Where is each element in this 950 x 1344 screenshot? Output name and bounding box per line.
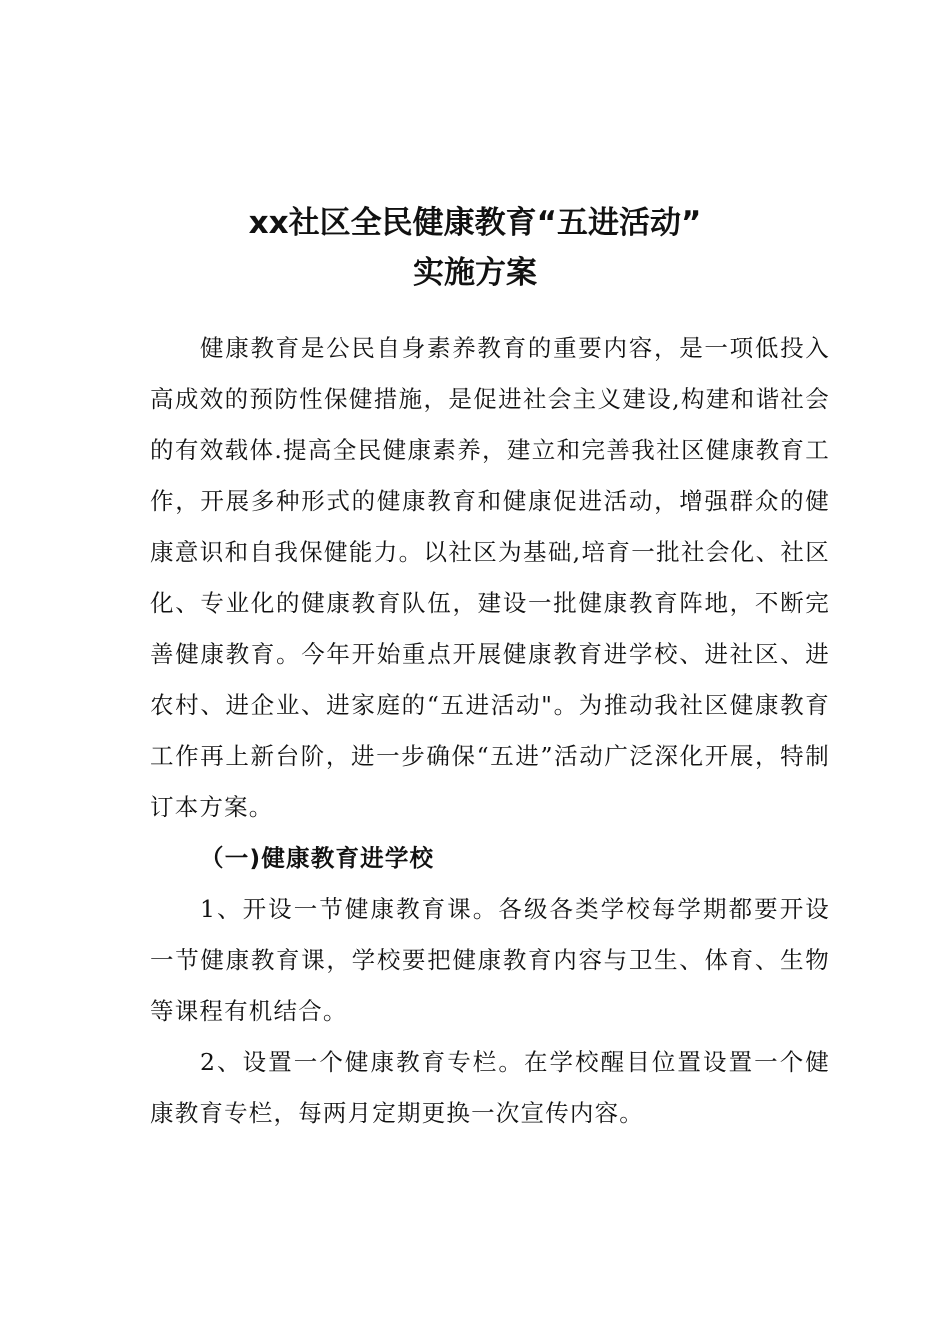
- document-title-line2: 实施方案: [413, 255, 537, 291]
- intro-paragraph: 健康教育是公民自身素养教育的重要内容，是一项低投入高成效的预防性保健措施，是促进社会主义建设,构建和谐社会的有效载体.提高全民健康素养，建立和完善我社区健康教育工作，开展多种形式的健康教育和健康促进活动，增强群众的健康意识和自我保健能力。以社区为基础,培育一批社会化、社区化、专业化的健康教育队伍，建设一批健康教育阵地，不断完善健康教育。今年开始重点开展健康教育进学校、进社区、进农村、进企业、进家庭的“五进活动"。为推动我社区健康教育工作再上新台阶，进一步确保“五进”活动广泛深化开展，特制订本方案。: [150, 334, 830, 821]
- document-body: [150, 323, 830, 1139]
- item-paragraph-2: 2、设置一个健康教育专栏。在学校醒目位置设置一个健康教育专栏，每两月定期更换一次宣传内容。: [150, 1048, 830, 1127]
- item-paragraph-1: 1、开设一节健康教育课。各级各类学校每学期都要开设一节健康教育课，学校要把健康教育内容与卫生、体育、生物等课程有机结合。: [150, 895, 830, 1025]
- section-heading-school: （一)健康教育进学校: [200, 844, 435, 872]
- document-title-line1: xx社区全民健康教育“五进活动”: [248, 205, 702, 241]
